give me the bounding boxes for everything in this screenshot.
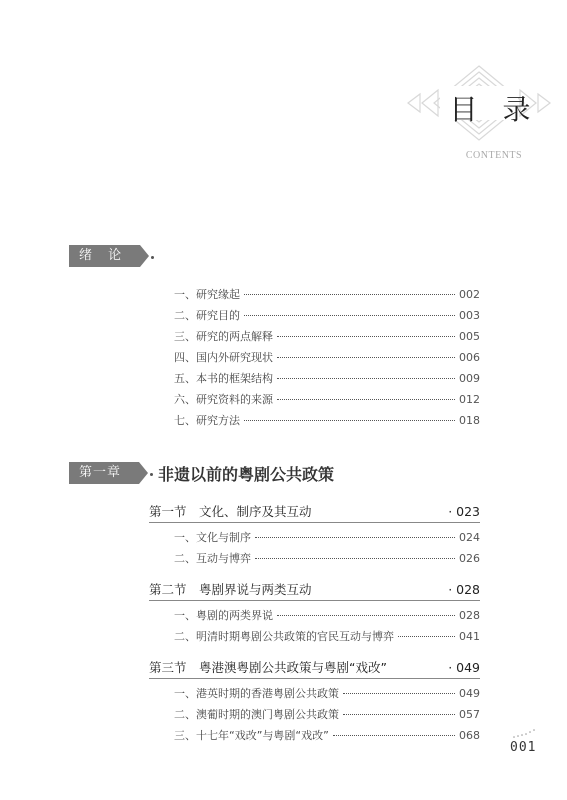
- page-title: 目 录: [449, 93, 539, 126]
- toc-label: 三、研究的两点解释: [174, 330, 273, 343]
- dot-leader: [277, 399, 455, 400]
- toc-page: 005: [459, 330, 480, 343]
- intro-dot-icon: [151, 256, 154, 259]
- toc-row[interactable]: [174, 628, 480, 644]
- toc-label: 三、十七年“戏改”与粤剧“戏改”: [174, 729, 329, 742]
- chapter-label: 第一章: [69, 462, 139, 484]
- dot-leader: [277, 378, 455, 379]
- toc-row[interactable]: [174, 685, 480, 701]
- dot-leader: [277, 357, 455, 358]
- toc-label: 一、粤剧的两类界说: [174, 609, 273, 622]
- dot-leader: [244, 420, 455, 421]
- toc-row[interactable]: [174, 607, 480, 623]
- toc-page: 018: [459, 414, 480, 427]
- toc-page: 057: [459, 708, 480, 721]
- section-divider: [149, 600, 480, 601]
- toc-label: 二、研究目的: [174, 309, 240, 322]
- chapter-dot-icon: [150, 473, 153, 476]
- toc-page: 041: [459, 630, 480, 643]
- toc-row[interactable]: [174, 550, 480, 566]
- toc-page: 006: [459, 351, 480, 364]
- section-page: · 028: [448, 582, 480, 597]
- section-name: 第二节 粤剧界说与两类互动: [149, 582, 312, 597]
- toc-label: 二、明清时期粤剧公共政策的官民互动与博弈: [174, 630, 394, 643]
- toc-page: 024: [459, 531, 480, 544]
- toc-row[interactable]: [174, 307, 480, 323]
- toc-row[interactable]: [174, 412, 480, 428]
- toc-label: 二、互动与博弈: [174, 552, 251, 565]
- toc-page: 012: [459, 393, 480, 406]
- section-page: · 049: [448, 660, 480, 675]
- toc-label: 四、国内外研究现状: [174, 351, 273, 364]
- page-subtitle: CONTENTS: [465, 150, 523, 161]
- dot-leader: [277, 615, 455, 616]
- chapter-arrow-icon: [139, 462, 148, 484]
- chapter-title[interactable]: 非遗以前的粤剧公共政策: [158, 465, 335, 484]
- dot-leader: [277, 336, 455, 337]
- toc-label: 五、本书的框架结构: [174, 372, 273, 385]
- toc-row[interactable]: [174, 328, 480, 344]
- toc-page: 009: [459, 372, 480, 385]
- toc-row[interactable]: [174, 529, 480, 545]
- toc-page: 003: [459, 309, 480, 322]
- toc-label: 一、研究缘起: [174, 288, 240, 301]
- toc-page: 002: [459, 288, 480, 301]
- toc-page: 026: [459, 552, 480, 565]
- toc-label: 六、研究资料的来源: [174, 393, 273, 406]
- dot-leader: [343, 693, 455, 694]
- section-heading[interactable]: [149, 658, 480, 676]
- toc-label: 一、文化与制序: [174, 531, 251, 544]
- toc-page: 068: [459, 729, 480, 742]
- section-page: · 023: [448, 504, 480, 519]
- page-number: 001: [510, 740, 537, 755]
- dot-leader: [255, 558, 455, 559]
- toc-row[interactable]: [174, 286, 480, 302]
- section-name: 第三节 粤港澳粤剧公共政策与粤剧“戏改”: [149, 660, 387, 675]
- toc-page: 028: [459, 609, 480, 622]
- toc-row[interactable]: [174, 391, 480, 407]
- toc-label: 二、澳葡时期的澳门粤剧公共政策: [174, 708, 339, 721]
- intro-label: 绪 论: [69, 245, 140, 267]
- intro-arrow-icon: [140, 245, 149, 267]
- toc-row[interactable]: [174, 706, 480, 722]
- dot-leader: [333, 735, 455, 736]
- dot-leader: [244, 294, 455, 295]
- dot-leader: [244, 315, 455, 316]
- section-name: 第一节 文化、制序及其互动: [149, 504, 312, 519]
- toc-row[interactable]: [174, 349, 480, 365]
- toc-row[interactable]: [174, 370, 480, 386]
- section-divider: [149, 678, 480, 679]
- page-corner-dots-icon: [512, 728, 538, 738]
- section-heading[interactable]: [149, 502, 480, 520]
- toc-row[interactable]: [174, 727, 480, 743]
- toc-page: 049: [459, 687, 480, 700]
- dot-leader: [343, 714, 455, 715]
- toc-label: 七、研究方法: [174, 414, 240, 427]
- toc-label: 一、港英时期的香港粤剧公共政策: [174, 687, 339, 700]
- dot-leader: [255, 537, 455, 538]
- dot-leader: [398, 636, 455, 637]
- section-heading[interactable]: [149, 580, 480, 598]
- section-divider: [149, 522, 480, 523]
